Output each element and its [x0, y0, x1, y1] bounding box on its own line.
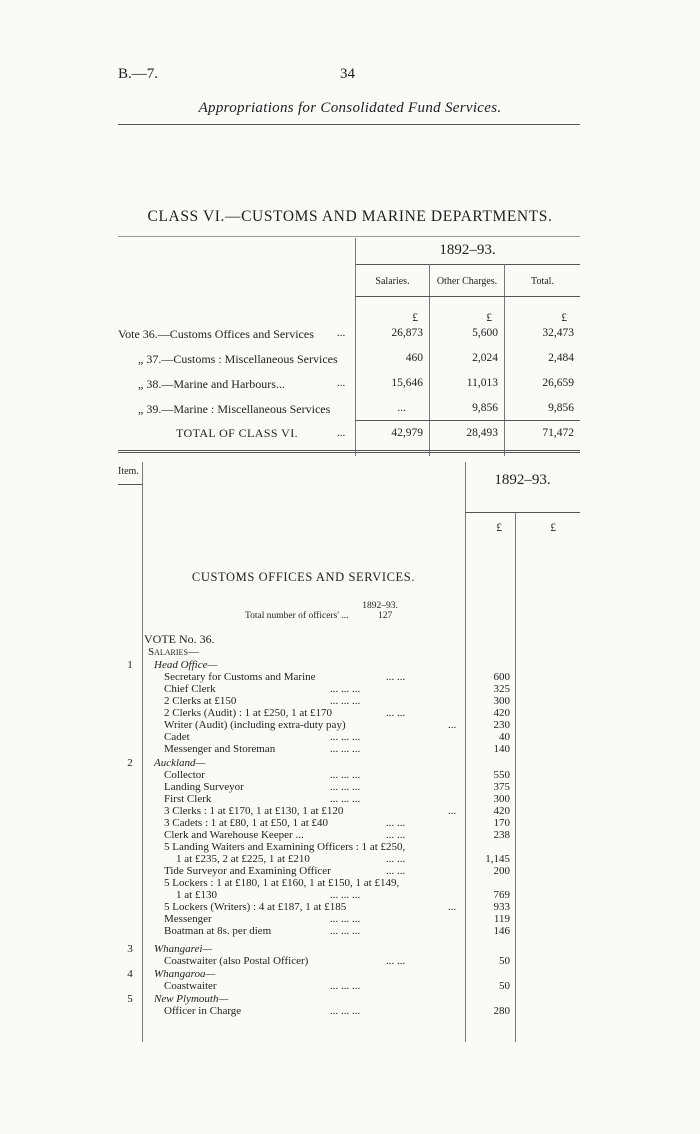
item-number: 2 — [127, 757, 133, 769]
item-heading: Whangaroa— — [154, 968, 216, 980]
row-salaries: ... — [397, 402, 406, 414]
item-number: 4 — [127, 968, 133, 980]
item-number: 3 — [127, 943, 133, 955]
row-label: Vote 36.—Customs Offices and Services — [118, 327, 314, 341]
line-amount: 300 — [493, 793, 510, 805]
line-dots: ... — [448, 719, 457, 731]
total-salaries: 42,979 — [391, 427, 423, 439]
section-title: CUSTOMS OFFICES AND SERVICES. — [191, 570, 416, 584]
row-salaries: 26,873 — [391, 327, 423, 339]
line-text: 5 Lockers : 1 at £180, 1 at £160, 1 at £150, 1 at £149, — [164, 877, 400, 889]
item-number: 5 — [127, 993, 133, 1005]
line-dots: ... ... ... — [330, 980, 361, 992]
line-amount: 238 — [493, 829, 510, 841]
total-other: 28,493 — [466, 427, 498, 439]
line-text: Clerk and Warehouse Keeper ... — [164, 829, 304, 841]
officers-label: Total number of officers' ... — [245, 611, 349, 621]
line-text: Writer (Audit) (including extra-duty pay) — [164, 719, 346, 731]
line-text: Tide Surveyor and Examining Officer — [164, 865, 331, 877]
line-dots: ... ... — [386, 955, 406, 967]
line-amount: 600 — [493, 671, 510, 683]
line-text: Landing Surveyor — [164, 781, 244, 793]
document-reference: B.—7. — [118, 66, 159, 82]
line-amount: 420 — [493, 707, 510, 719]
summary-top-rule — [118, 236, 580, 237]
officers-year: 1892–93. — [362, 601, 398, 611]
item-number: 1 — [127, 659, 133, 671]
summary-bottom-rule — [118, 450, 580, 453]
line-text: 2 Clerks (Audit) : 1 at £250, 1 at £170 — [164, 707, 333, 719]
item-column-vline — [142, 462, 143, 1042]
line-text: Cadet — [164, 731, 190, 743]
line-text: 2 Clerks at £150 — [164, 695, 237, 707]
line-dots: ... ... ... — [330, 695, 361, 707]
detail-year-rule — [465, 512, 580, 513]
currency-other: £ — [486, 312, 492, 324]
line-dots: ... ... — [386, 671, 406, 683]
officers-count: 127 — [378, 611, 393, 621]
row-label: „ 37.—Customs : Miscellaneous Services — [138, 352, 338, 366]
currency-salaries: £ — [412, 312, 418, 324]
summary-vline-1 — [355, 238, 356, 456]
line-amount: 170 — [493, 817, 510, 829]
line-dots: ... ... ... — [330, 1005, 361, 1017]
row-total: 2,484 — [548, 352, 574, 364]
item-heading: Whangarei— — [154, 943, 213, 955]
line-dots: ... ... — [386, 865, 406, 877]
page-title: Appropriations for Consolidated Fund Services. — [198, 100, 502, 116]
total-total: 71,472 — [542, 427, 574, 439]
line-text: Coastwaiter — [164, 980, 217, 992]
line-dots: ... ... — [386, 707, 406, 719]
line-text: Coastwaiter (also Postal Officer) — [164, 955, 309, 967]
colhead-rule — [355, 296, 580, 297]
line-dots: ... ... ... — [330, 913, 361, 925]
line-text: Collector — [164, 769, 205, 781]
year-rule — [355, 264, 580, 265]
amount-column-vline — [465, 462, 466, 1042]
line-amount: 550 — [493, 769, 510, 781]
line-dots: ... — [448, 805, 457, 817]
line-text: Officer in Charge — [164, 1005, 242, 1017]
line-text: Boatman at 8s. per diem — [164, 925, 272, 937]
vote-heading: VOTE No. 36. — [144, 632, 215, 646]
line-text: Messenger — [164, 913, 212, 925]
row-other: 5,600 — [472, 327, 498, 339]
line-text: Secretary for Customs and Marine — [164, 671, 316, 683]
item-heading: Head Office— — [154, 659, 218, 671]
line-text: 3 Cadets : 1 at £80, 1 at £50, 1 at £40 — [164, 817, 329, 829]
detail-currency-1: £ — [496, 522, 502, 534]
detail-year: 1892–93. — [494, 472, 551, 488]
line-dots: ... ... — [386, 817, 406, 829]
total-label: TOTAL OF CLASS VI. — [176, 426, 299, 440]
row-other: 9,856 — [472, 402, 498, 414]
row-other: 2,024 — [472, 352, 498, 364]
line-amount: 325 — [493, 683, 510, 695]
detail-currency-2: £ — [550, 522, 556, 534]
line-text: 1 at £130 — [176, 889, 217, 901]
line-text: First Clerk — [164, 793, 212, 805]
line-text: 5 Landing Waiters and Examining Officers : 1 at £250, — [164, 841, 406, 853]
line-text: 3 Clerks : 1 at £170, 1 at £130, 1 at £120 — [164, 805, 344, 817]
row-total: 32,473 — [542, 327, 574, 339]
line-text: 5 Lockers (Writers) : 4 at £187, 1 at £185 — [164, 901, 347, 913]
line-dots: ... ... ... — [330, 743, 361, 755]
row-dots: ... — [337, 327, 346, 339]
row-salaries: 460 — [405, 352, 423, 364]
row-label: „ 38.—Marine and Harbours... — [138, 377, 285, 391]
summary-year: 1892–93. — [439, 242, 496, 258]
line-amount: 119 — [493, 913, 510, 925]
line-amount: 300 — [493, 695, 510, 707]
line-dots: ... ... ... — [330, 769, 361, 781]
currency-total: £ — [561, 312, 567, 324]
col-other-header: Other Charges. — [436, 276, 498, 287]
page-number: 34 — [340, 66, 355, 82]
item-heading: New Plymouth— — [154, 993, 229, 1005]
header-rule — [118, 124, 580, 125]
line-dots: ... ... — [386, 829, 406, 841]
col-salaries-header: Salaries. — [375, 276, 410, 287]
class-title: CLASS VI.—CUSTOMS AND MARINE DEPARTMENTS. — [147, 208, 553, 225]
line-amount: 375 — [493, 781, 510, 793]
item-column-header: Item. — [118, 466, 139, 477]
line-amount: 40 — [499, 731, 510, 743]
line-amount: 230 — [493, 719, 510, 731]
line-dots: ... ... ... — [330, 683, 361, 695]
total-dots: ... — [337, 427, 346, 439]
line-amount: 420 — [493, 805, 510, 817]
line-dots: ... ... ... — [330, 925, 361, 937]
item-heading: Auckland— — [154, 757, 206, 769]
row-label: „ 39.—Marine : Miscellaneous Services — [138, 402, 331, 416]
line-dots: ... ... ... — [330, 731, 361, 743]
line-amount: 769 — [493, 889, 510, 901]
line-text: 1 at £235, 2 at £225, 1 at £210 — [176, 853, 310, 865]
row-dots: ... — [337, 377, 346, 389]
line-dots: ... ... ... — [330, 781, 361, 793]
row-total: 9,856 — [548, 402, 574, 414]
line-text: Chief Clerk — [164, 683, 216, 695]
line-amount: 280 — [493, 1005, 510, 1017]
line-amount: 50 — [499, 980, 510, 992]
line-amount: 1,145 — [485, 853, 510, 865]
salaries-heading: Salaries— — [148, 646, 199, 658]
line-amount: 933 — [493, 901, 510, 913]
total-rule — [355, 420, 580, 421]
line-text: Messenger and Storeman — [164, 743, 276, 755]
line-amount: 146 — [493, 925, 510, 937]
line-dots: ... ... — [386, 853, 406, 865]
amount-split-vline — [515, 512, 516, 1042]
line-dots: ... ... ... — [330, 793, 361, 805]
item-header-rule — [118, 484, 142, 485]
line-amount: 200 — [493, 865, 510, 877]
line-dots: ... — [448, 901, 457, 913]
line-dots: ... ... ... — [330, 889, 361, 901]
row-other: 11,013 — [466, 377, 498, 389]
row-salaries: 15,646 — [391, 377, 423, 389]
line-amount: 50 — [499, 955, 510, 967]
row-total: 26,659 — [542, 377, 574, 389]
col-total-header: Total. — [531, 276, 554, 287]
line-amount: 140 — [493, 743, 510, 755]
